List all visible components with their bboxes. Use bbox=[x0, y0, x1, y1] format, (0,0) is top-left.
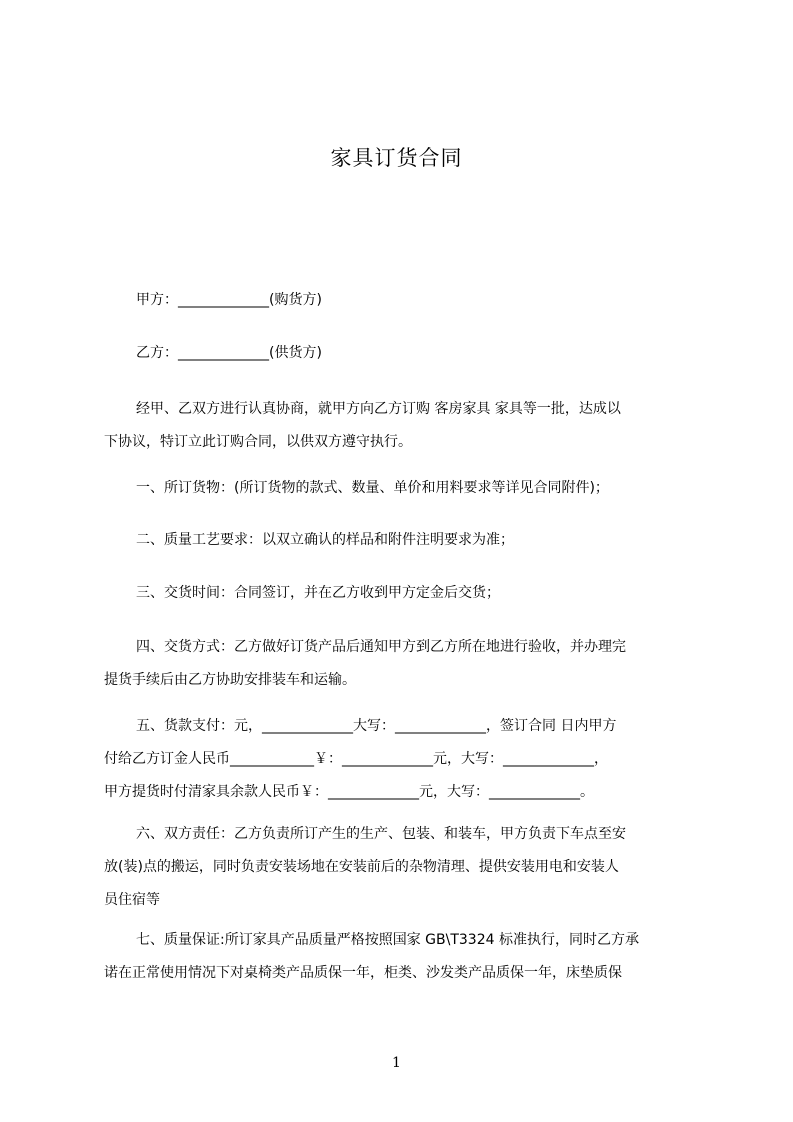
clause-2 bbox=[104, 524, 714, 557]
intro-line-1: 经甲、乙双方进行认真协商，就甲方向乙方订购 客房家具 家具等一批，达成以 bbox=[136, 401, 621, 417]
clause-5-line-2: 付给乙方订金人民币____________￥：_____________元，大写：_____________， bbox=[104, 751, 608, 767]
party-b-text: 乙方：_____________(供货方) bbox=[136, 345, 322, 361]
clause-6-line-2: 放(装)点的搬运，同时负责安装场地在安装前后的杂物清理、提供安装用电和安装人 bbox=[104, 859, 619, 875]
clause-5-line-1: 五、货款支付：元，_____________大写：_____________，签订合同 日内甲方 bbox=[136, 718, 617, 734]
clause-3 bbox=[104, 577, 714, 610]
party-b-line bbox=[104, 337, 714, 370]
intro-paragraph bbox=[104, 393, 708, 459]
intro-line-2: 下协议，特订立此订购合同，以供双方遵守执行。 bbox=[104, 434, 412, 450]
clause-4-line-2: 提货手续后由乙方协助安排装车和运输。 bbox=[104, 672, 356, 688]
page-number: 1 bbox=[392, 1055, 401, 1071]
clause-7-line-2: 诺在正常使用情况下对桌椅类产品质保一年，柜类、沙发类产品质保一年，床垫质保 bbox=[104, 965, 622, 981]
clause-6-line-1: 六、双方责任：乙方负责所订产生的生产、包装、和装车，甲方负责下车点至安 bbox=[136, 826, 626, 842]
clause-6 bbox=[104, 818, 708, 917]
party-a-text: 甲方：_____________(购货方) bbox=[136, 292, 322, 308]
clause-1-text: 一、所订货物：(所订货物的款式、数量、单价和用料要求等详见合同附件)； bbox=[136, 480, 609, 496]
clause-5 bbox=[104, 710, 708, 809]
document-title: 家具订货合同 bbox=[330, 146, 463, 170]
clause-7 bbox=[104, 924, 708, 990]
clause-5-line-3: 甲方提货时付清家具余款人民币￥：_____________元，大写：_____________。 bbox=[104, 784, 594, 800]
party-a-line bbox=[104, 284, 714, 317]
clause-6-line-3: 员住宿等 bbox=[104, 892, 160, 908]
clause-7-line-1: 七、质量保证:所订家具产品质量严格按照国家 GB\T3324 标准执行，同时乙方承 bbox=[136, 932, 639, 948]
clause-4 bbox=[104, 631, 708, 697]
clause-3-text: 三、交货时间：合同签订，并在乙方收到甲方定金后交货； bbox=[136, 585, 500, 601]
clause-2-text: 二、质量工艺要求：以双立确认的样品和附件注明要求为准； bbox=[136, 532, 514, 548]
clause-4-line-1: 四、交货方式：乙方做好订货产品后通知甲方到乙方所在地进行验收，并办理完 bbox=[136, 639, 626, 655]
clause-1 bbox=[104, 472, 714, 505]
